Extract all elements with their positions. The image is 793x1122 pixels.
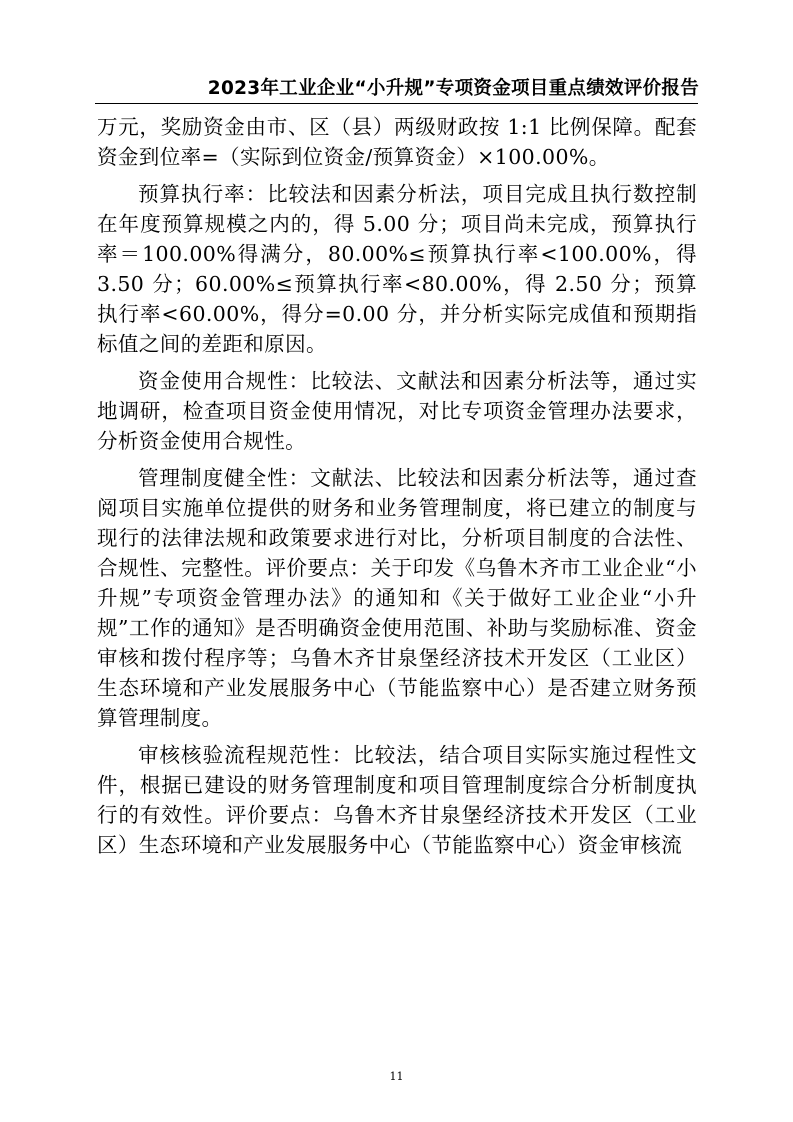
paragraph-funding-continuation: 万元，奖励资金由市、区（县）两级财政按 1:1 比例保障。配套资金到位率=（实际到位资金/预算资金）×100.00%。	[97, 115, 697, 169]
paragraph-management-system-soundness: 管理制度健全性：文献法、比较法和因素分析法等，通过查阅项目实施单位提供的财务和业务管理制度，将已建立的制度与现行的法律法规和政策要求进行对比，分析项目制度的合法性、合规性、完整性。评价要点：关于印发《乌鲁木齐市工业企业“小升规”专项资金管理办法》的通知和《关于做好工业企业“小升规”工作的通知》是否明确资金使用范围、补助与奖励标准、资金审核和拨付程序等；乌鲁木齐甘泉堡经济技术开发区（工业区）生态环境和产业发展服务中心（节能监察中心）是否建立财务预算管理制度。	[97, 466, 697, 730]
paragraph-review-process-standardization: 审核核验流程规范性：比较法，结合项目实际实施过程性文件，根据已建设的财务管理制度和项目管理制度综合分析制度执行的有效性。评价要点：乌鲁木齐甘泉堡经济技术开发区（工业区）生态环境和产业发展服务中心（节能监察中心）资金审核流	[97, 743, 697, 857]
header-divider	[95, 103, 698, 104]
page-number: 11	[389, 1070, 404, 1083]
paragraph-fund-use-compliance: 资金使用合规性：比较法、文献法和因素分析法等，通过实地调研，检查项目资金使用情况，对比专项资金管理办法要求，分析资金使用合规性。	[97, 369, 697, 453]
body-text	[97, 112, 697, 867]
report-header-title: 2023年工业企业“小升规”专项资金项目重点绩效评价报告	[207, 78, 699, 99]
paragraph-budget-execution-rate: 预算执行率：比较法和因素分析法，项目完成且执行数控制在年度预算规模之内的，得 5.00 分；项目尚未完成，预算执行率＝100.00%得满分，80.00%≤预算执行率<100.00%，得 3.50 分；60.00%≤预算执行率<80.00%，得 2.50 分；预算执行率<60.00%，得分=0.00 分，并分析实际完成值和预期指标值之间的差距和原因。	[97, 182, 697, 356]
